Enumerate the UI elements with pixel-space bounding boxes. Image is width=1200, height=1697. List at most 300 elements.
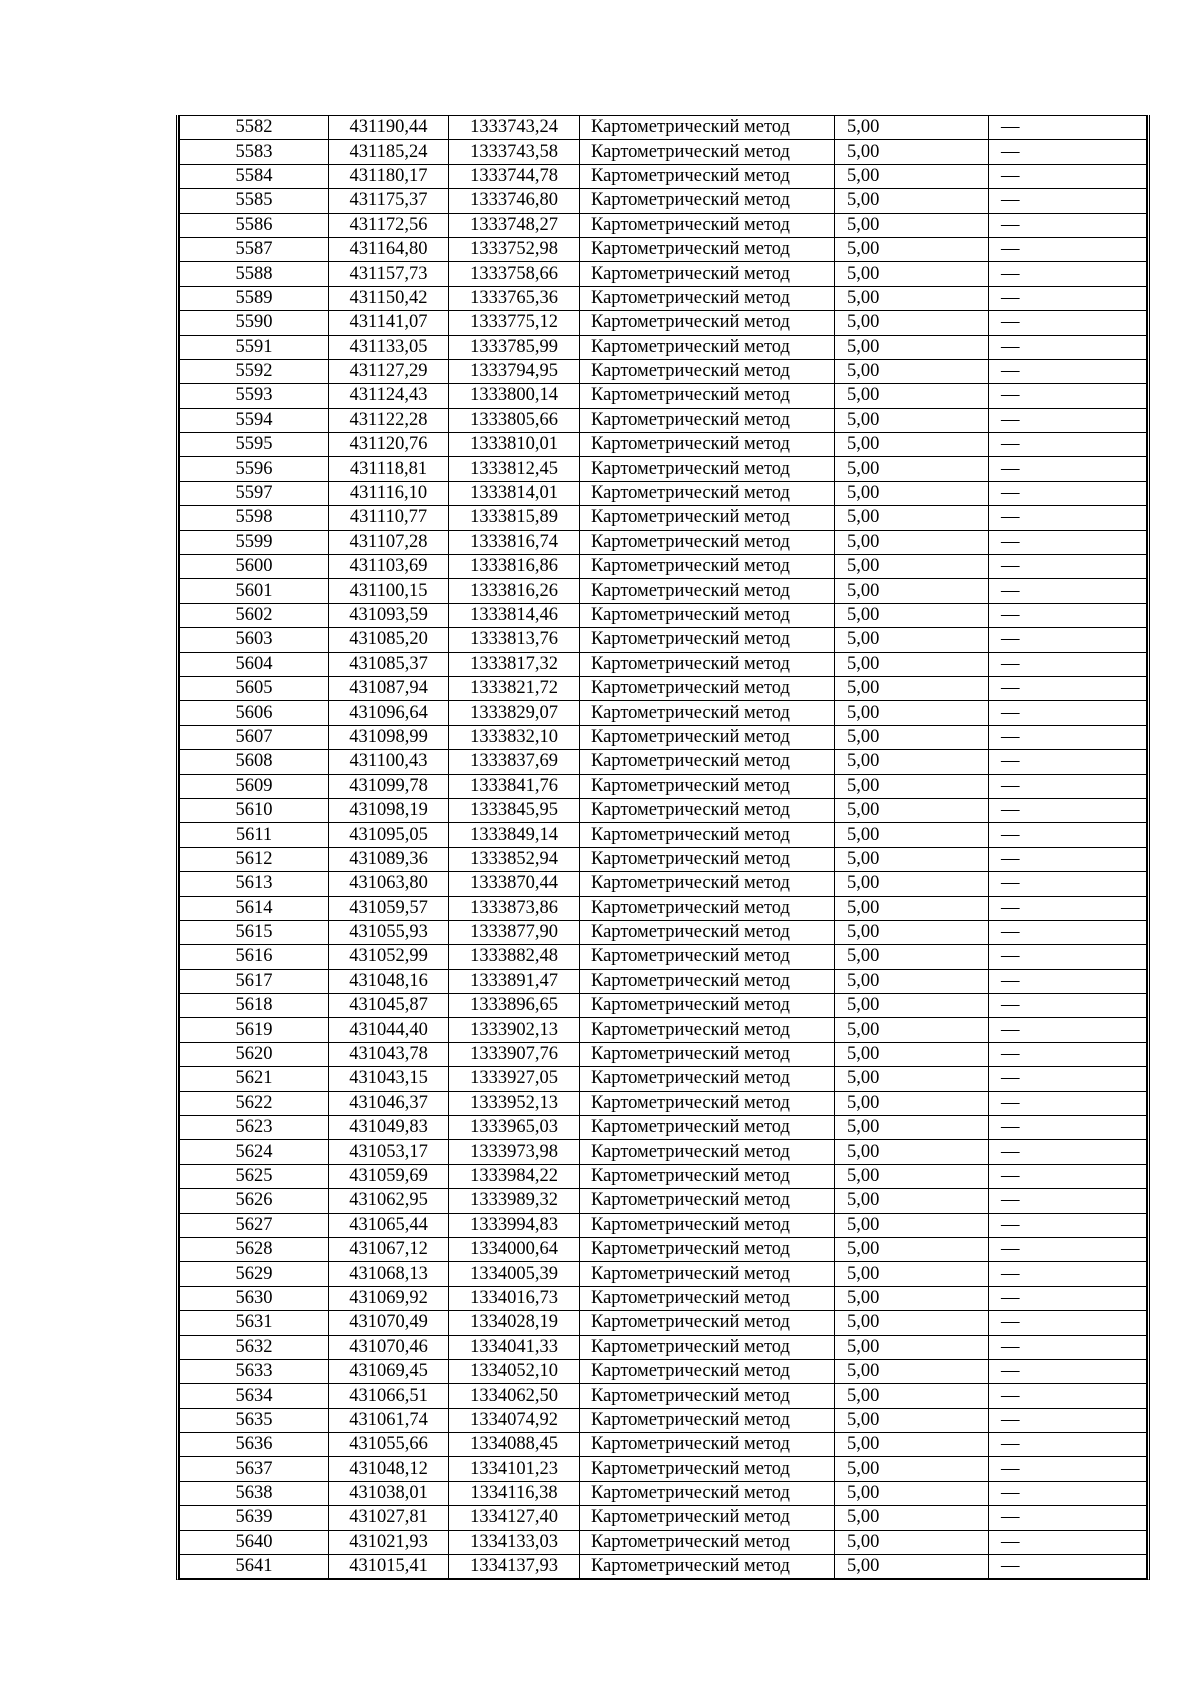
y-coordinate-cell: 1334052,10 — [449, 1359, 580, 1383]
x-coordinate-cell: 431055,66 — [329, 1433, 449, 1457]
table-row — [180, 286, 1147, 310]
accuracy-cell: 5,00 — [835, 1506, 989, 1530]
table-row — [180, 1359, 1147, 1383]
table-row — [180, 628, 1147, 652]
accuracy-cell: 5,00 — [835, 433, 989, 457]
x-coordinate-cell: 431046,37 — [329, 1091, 449, 1115]
table-row — [180, 1506, 1147, 1530]
table-row — [180, 1189, 1147, 1213]
table-row — [180, 1213, 1147, 1237]
x-coordinate-cell: 431066,51 — [329, 1384, 449, 1408]
point-number-cell: 5636 — [180, 1433, 329, 1457]
method-cell: Картометрический метод — [580, 798, 835, 822]
y-coordinate-cell: 1333845,95 — [449, 798, 580, 822]
accuracy-cell: 5,00 — [835, 1262, 989, 1286]
description-cell: — — [989, 1433, 1147, 1457]
y-coordinate-cell: 1333952,13 — [449, 1091, 580, 1115]
method-cell: Картометрический метод — [580, 1189, 835, 1213]
table-row — [180, 969, 1147, 993]
accuracy-cell: 5,00 — [835, 750, 989, 774]
accuracy-cell: 5,00 — [835, 335, 989, 359]
description-cell: — — [989, 945, 1147, 969]
method-cell: Картометрический метод — [580, 262, 835, 286]
x-coordinate-cell: 431015,41 — [329, 1555, 449, 1579]
accuracy-cell: 5,00 — [835, 603, 989, 627]
accuracy-cell: 5,00 — [835, 213, 989, 237]
point-number-cell: 5616 — [180, 945, 329, 969]
x-coordinate-cell: 431059,69 — [329, 1164, 449, 1188]
description-cell: — — [989, 506, 1147, 530]
y-coordinate-cell: 1334074,92 — [449, 1408, 580, 1432]
description-cell: — — [989, 335, 1147, 359]
method-cell: Картометрический метод — [580, 1116, 835, 1140]
table-row — [180, 237, 1147, 261]
x-coordinate-cell: 431055,93 — [329, 920, 449, 944]
description-cell: — — [989, 384, 1147, 408]
method-cell: Картометрический метод — [580, 920, 835, 944]
point-number-cell: 5595 — [180, 433, 329, 457]
x-coordinate-cell: 431021,93 — [329, 1530, 449, 1554]
x-coordinate-cell: 431096,64 — [329, 701, 449, 725]
accuracy-cell: 5,00 — [835, 1408, 989, 1432]
method-cell: Картометрический метод — [580, 1408, 835, 1432]
description-cell: — — [989, 969, 1147, 993]
accuracy-cell: 5,00 — [835, 579, 989, 603]
table-row — [180, 896, 1147, 920]
point-number-cell: 5619 — [180, 1018, 329, 1042]
accuracy-cell: 5,00 — [835, 701, 989, 725]
point-number-cell: 5586 — [180, 213, 329, 237]
method-cell: Картометрический метод — [580, 1286, 835, 1310]
method-cell: Картометрический метод — [580, 116, 835, 140]
method-cell: Картометрический метод — [580, 1384, 835, 1408]
method-cell: Картометрический метод — [580, 408, 835, 432]
method-cell: Картометрический метод — [580, 994, 835, 1018]
point-number-cell: 5627 — [180, 1213, 329, 1237]
table-row — [180, 1018, 1147, 1042]
table-row — [180, 262, 1147, 286]
x-coordinate-cell: 431089,36 — [329, 847, 449, 871]
description-cell: — — [989, 1189, 1147, 1213]
method-cell: Картометрический метод — [580, 1262, 835, 1286]
table-row — [180, 1433, 1147, 1457]
method-cell: Картометрический метод — [580, 311, 835, 335]
description-cell: — — [989, 774, 1147, 798]
description-cell: — — [989, 750, 1147, 774]
x-coordinate-cell: 431027,81 — [329, 1506, 449, 1530]
point-number-cell: 5599 — [180, 530, 329, 554]
x-coordinate-cell: 431100,43 — [329, 750, 449, 774]
description-cell: — — [989, 872, 1147, 896]
description-cell: — — [989, 286, 1147, 310]
table-row — [180, 1140, 1147, 1164]
description-cell: — — [989, 1237, 1147, 1261]
table-row — [180, 872, 1147, 896]
description-cell: — — [989, 1091, 1147, 1115]
point-number-cell: 5601 — [180, 579, 329, 603]
x-coordinate-cell: 431068,13 — [329, 1262, 449, 1286]
coordinates-table-container — [176, 115, 1150, 1580]
y-coordinate-cell: 1333896,65 — [449, 994, 580, 1018]
description-cell: — — [989, 433, 1147, 457]
table-row — [180, 140, 1147, 164]
accuracy-cell: 5,00 — [835, 506, 989, 530]
method-cell: Картометрический метод — [580, 1359, 835, 1383]
point-number-cell: 5617 — [180, 969, 329, 993]
y-coordinate-cell: 1333927,05 — [449, 1067, 580, 1091]
method-cell: Картометрический метод — [580, 1311, 835, 1335]
table-row — [180, 311, 1147, 335]
table-row — [180, 725, 1147, 749]
accuracy-cell: 5,00 — [835, 1433, 989, 1457]
y-coordinate-cell: 1333877,90 — [449, 920, 580, 944]
description-cell: — — [989, 1506, 1147, 1530]
description-cell: — — [989, 994, 1147, 1018]
table-row — [180, 823, 1147, 847]
description-cell: — — [989, 1335, 1147, 1359]
accuracy-cell: 5,00 — [835, 359, 989, 383]
coordinates-table — [179, 115, 1147, 1579]
y-coordinate-cell: 1333814,46 — [449, 603, 580, 627]
method-cell: Картометрический метод — [580, 725, 835, 749]
coordinates-table-body — [180, 116, 1147, 1579]
method-cell: Картометрический метод — [580, 847, 835, 871]
accuracy-cell: 5,00 — [835, 457, 989, 481]
accuracy-cell: 5,00 — [835, 530, 989, 554]
y-coordinate-cell: 1333744,78 — [449, 164, 580, 188]
x-coordinate-cell: 431048,16 — [329, 969, 449, 993]
method-cell: Картометрический метод — [580, 555, 835, 579]
y-coordinate-cell: 1334028,19 — [449, 1311, 580, 1335]
description-cell: — — [989, 408, 1147, 432]
method-cell: Картометрический метод — [580, 872, 835, 896]
point-number-cell: 5611 — [180, 823, 329, 847]
y-coordinate-cell: 1333794,95 — [449, 359, 580, 383]
description-cell: — — [989, 359, 1147, 383]
accuracy-cell: 5,00 — [835, 969, 989, 993]
method-cell: Картометрический метод — [580, 1481, 835, 1505]
table-row — [180, 408, 1147, 432]
description-cell: — — [989, 676, 1147, 700]
y-coordinate-cell: 1333805,66 — [449, 408, 580, 432]
table-row — [180, 164, 1147, 188]
accuracy-cell: 5,00 — [835, 1237, 989, 1261]
accuracy-cell: 5,00 — [835, 945, 989, 969]
description-cell: — — [989, 555, 1147, 579]
accuracy-cell: 5,00 — [835, 1067, 989, 1091]
description-cell: — — [989, 1457, 1147, 1481]
accuracy-cell: 5,00 — [835, 725, 989, 749]
y-coordinate-cell: 1334062,50 — [449, 1384, 580, 1408]
point-number-cell: 5610 — [180, 798, 329, 822]
point-number-cell: 5624 — [180, 1140, 329, 1164]
table-row — [180, 1067, 1147, 1091]
table-row — [180, 603, 1147, 627]
method-cell: Картометрический метод — [580, 1140, 835, 1164]
accuracy-cell: 5,00 — [835, 384, 989, 408]
method-cell: Картометрический метод — [580, 1506, 835, 1530]
point-number-cell: 5594 — [180, 408, 329, 432]
description-cell: — — [989, 1140, 1147, 1164]
x-coordinate-cell: 431172,56 — [329, 213, 449, 237]
y-coordinate-cell: 1333873,86 — [449, 896, 580, 920]
point-number-cell: 5620 — [180, 1042, 329, 1066]
point-number-cell: 5622 — [180, 1091, 329, 1115]
table-row — [180, 481, 1147, 505]
table-row — [180, 1311, 1147, 1335]
y-coordinate-cell: 1334016,73 — [449, 1286, 580, 1310]
description-cell: — — [989, 920, 1147, 944]
table-row — [180, 1335, 1147, 1359]
description-cell: — — [989, 1018, 1147, 1042]
x-coordinate-cell: 431185,24 — [329, 140, 449, 164]
table-row — [180, 506, 1147, 530]
table-row — [180, 798, 1147, 822]
description-cell: — — [989, 1530, 1147, 1554]
method-cell: Картометрический метод — [580, 384, 835, 408]
method-cell: Картометрический метод — [580, 1555, 835, 1579]
x-coordinate-cell: 431048,12 — [329, 1457, 449, 1481]
method-cell: Картометрический метод — [580, 457, 835, 481]
x-coordinate-cell: 431045,87 — [329, 994, 449, 1018]
x-coordinate-cell: 431120,76 — [329, 433, 449, 457]
description-cell: — — [989, 798, 1147, 822]
accuracy-cell: 5,00 — [835, 1018, 989, 1042]
y-coordinate-cell: 1333816,86 — [449, 555, 580, 579]
y-coordinate-cell: 1333907,76 — [449, 1042, 580, 1066]
x-coordinate-cell: 431157,73 — [329, 262, 449, 286]
table-row — [180, 1164, 1147, 1188]
y-coordinate-cell: 1334005,39 — [449, 1262, 580, 1286]
point-number-cell: 5591 — [180, 335, 329, 359]
x-coordinate-cell: 431180,17 — [329, 164, 449, 188]
x-coordinate-cell: 431052,99 — [329, 945, 449, 969]
point-number-cell: 5596 — [180, 457, 329, 481]
method-cell: Картометрический метод — [580, 1164, 835, 1188]
table-row — [180, 1091, 1147, 1115]
x-coordinate-cell: 431043,15 — [329, 1067, 449, 1091]
description-cell: — — [989, 262, 1147, 286]
description-cell: — — [989, 652, 1147, 676]
x-coordinate-cell: 431049,83 — [329, 1116, 449, 1140]
method-cell: Картометрический метод — [580, 1237, 835, 1261]
method-cell: Картометрический метод — [580, 945, 835, 969]
point-number-cell: 5641 — [180, 1555, 329, 1579]
y-coordinate-cell: 1333752,98 — [449, 237, 580, 261]
x-coordinate-cell: 431044,40 — [329, 1018, 449, 1042]
accuracy-cell: 5,00 — [835, 872, 989, 896]
point-number-cell: 5625 — [180, 1164, 329, 1188]
point-number-cell: 5628 — [180, 1237, 329, 1261]
method-cell: Картометрический метод — [580, 579, 835, 603]
description-cell: — — [989, 1116, 1147, 1140]
point-number-cell: 5621 — [180, 1067, 329, 1091]
point-number-cell: 5584 — [180, 164, 329, 188]
x-coordinate-cell: 431190,44 — [329, 116, 449, 140]
point-number-cell: 5631 — [180, 1311, 329, 1335]
point-number-cell: 5632 — [180, 1335, 329, 1359]
x-coordinate-cell: 431059,57 — [329, 896, 449, 920]
table-row — [180, 335, 1147, 359]
description-cell: — — [989, 701, 1147, 725]
accuracy-cell: 5,00 — [835, 286, 989, 310]
table-row — [180, 555, 1147, 579]
accuracy-cell: 5,00 — [835, 481, 989, 505]
method-cell: Картометрический метод — [580, 969, 835, 993]
point-number-cell: 5583 — [180, 140, 329, 164]
table-row — [180, 945, 1147, 969]
accuracy-cell: 5,00 — [835, 1286, 989, 1310]
description-cell: — — [989, 1555, 1147, 1579]
y-coordinate-cell: 1334101,23 — [449, 1457, 580, 1481]
description-cell: — — [989, 457, 1147, 481]
point-number-cell: 5612 — [180, 847, 329, 871]
y-coordinate-cell: 1333841,76 — [449, 774, 580, 798]
point-number-cell: 5634 — [180, 1384, 329, 1408]
point-number-cell: 5589 — [180, 286, 329, 310]
x-coordinate-cell: 431098,99 — [329, 725, 449, 749]
method-cell: Картометрический метод — [580, 750, 835, 774]
x-coordinate-cell: 431069,92 — [329, 1286, 449, 1310]
table-row — [180, 457, 1147, 481]
y-coordinate-cell: 1333994,83 — [449, 1213, 580, 1237]
y-coordinate-cell: 1334000,64 — [449, 1237, 580, 1261]
x-coordinate-cell: 431063,80 — [329, 872, 449, 896]
description-cell: — — [989, 189, 1147, 213]
x-coordinate-cell: 431053,17 — [329, 1140, 449, 1164]
y-coordinate-cell: 1334041,33 — [449, 1335, 580, 1359]
point-number-cell: 5590 — [180, 311, 329, 335]
method-cell: Картометрический метод — [580, 189, 835, 213]
y-coordinate-cell: 1333989,32 — [449, 1189, 580, 1213]
point-number-cell: 5608 — [180, 750, 329, 774]
x-coordinate-cell: 431038,01 — [329, 1481, 449, 1505]
description-cell: — — [989, 1481, 1147, 1505]
x-coordinate-cell: 431093,59 — [329, 603, 449, 627]
point-number-cell: 5606 — [180, 701, 329, 725]
y-coordinate-cell: 1333973,98 — [449, 1140, 580, 1164]
method-cell: Картометрический метод — [580, 433, 835, 457]
accuracy-cell: 5,00 — [835, 920, 989, 944]
method-cell: Картометрический метод — [580, 1091, 835, 1115]
table-row — [180, 1457, 1147, 1481]
description-cell: — — [989, 823, 1147, 847]
description-cell: — — [989, 1213, 1147, 1237]
y-coordinate-cell: 1333829,07 — [449, 701, 580, 725]
y-coordinate-cell: 1334116,38 — [449, 1481, 580, 1505]
table-row — [180, 116, 1147, 140]
description-cell: — — [989, 1408, 1147, 1432]
description-cell: — — [989, 1311, 1147, 1335]
x-coordinate-cell: 431085,37 — [329, 652, 449, 676]
accuracy-cell: 5,00 — [835, 311, 989, 335]
method-cell: Картометрический метод — [580, 1042, 835, 1066]
x-coordinate-cell: 431065,44 — [329, 1213, 449, 1237]
y-coordinate-cell: 1333849,14 — [449, 823, 580, 847]
x-coordinate-cell: 431062,95 — [329, 1189, 449, 1213]
y-coordinate-cell: 1334133,03 — [449, 1530, 580, 1554]
accuracy-cell: 5,00 — [835, 1555, 989, 1579]
x-coordinate-cell: 431043,78 — [329, 1042, 449, 1066]
accuracy-cell: 5,00 — [835, 1213, 989, 1237]
accuracy-cell: 5,00 — [835, 164, 989, 188]
y-coordinate-cell: 1333800,14 — [449, 384, 580, 408]
accuracy-cell: 5,00 — [835, 1530, 989, 1554]
y-coordinate-cell: 1333902,13 — [449, 1018, 580, 1042]
description-cell: — — [989, 725, 1147, 749]
x-coordinate-cell: 431095,05 — [329, 823, 449, 847]
method-cell: Картометрический метод — [580, 652, 835, 676]
method-cell: Картометрический метод — [580, 676, 835, 700]
description-cell: — — [989, 579, 1147, 603]
accuracy-cell: 5,00 — [835, 1359, 989, 1383]
accuracy-cell: 5,00 — [835, 823, 989, 847]
y-coordinate-cell: 1333870,44 — [449, 872, 580, 896]
method-cell: Картометрический метод — [580, 213, 835, 237]
point-number-cell: 5585 — [180, 189, 329, 213]
accuracy-cell: 5,00 — [835, 1091, 989, 1115]
y-coordinate-cell: 1333743,24 — [449, 116, 580, 140]
description-cell: — — [989, 116, 1147, 140]
point-number-cell: 5588 — [180, 262, 329, 286]
y-coordinate-cell: 1333837,69 — [449, 750, 580, 774]
table-row — [180, 1237, 1147, 1261]
y-coordinate-cell: 1333832,10 — [449, 725, 580, 749]
x-coordinate-cell: 431085,20 — [329, 628, 449, 652]
y-coordinate-cell: 1333816,74 — [449, 530, 580, 554]
method-cell: Картометрический метод — [580, 481, 835, 505]
x-coordinate-cell: 431061,74 — [329, 1408, 449, 1432]
description-cell: — — [989, 1067, 1147, 1091]
x-coordinate-cell: 431118,81 — [329, 457, 449, 481]
y-coordinate-cell: 1333746,80 — [449, 189, 580, 213]
method-cell: Картометрический метод — [580, 1335, 835, 1359]
description-cell: — — [989, 847, 1147, 871]
accuracy-cell: 5,00 — [835, 237, 989, 261]
accuracy-cell: 5,00 — [835, 774, 989, 798]
table-row — [180, 1481, 1147, 1505]
point-number-cell: 5615 — [180, 920, 329, 944]
accuracy-cell: 5,00 — [835, 994, 989, 1018]
accuracy-cell: 5,00 — [835, 140, 989, 164]
method-cell: Картометрический метод — [580, 506, 835, 530]
x-coordinate-cell: 431150,42 — [329, 286, 449, 310]
accuracy-cell: 5,00 — [835, 1164, 989, 1188]
y-coordinate-cell: 1333815,89 — [449, 506, 580, 530]
point-number-cell: 5614 — [180, 896, 329, 920]
description-cell: — — [989, 1359, 1147, 1383]
description-cell: — — [989, 530, 1147, 554]
table-row — [180, 1262, 1147, 1286]
y-coordinate-cell: 1333984,22 — [449, 1164, 580, 1188]
table-row — [180, 213, 1147, 237]
table-row — [180, 676, 1147, 700]
accuracy-cell: 5,00 — [835, 798, 989, 822]
point-number-cell: 5623 — [180, 1116, 329, 1140]
method-cell: Картометрический метод — [580, 823, 835, 847]
description-cell: — — [989, 1286, 1147, 1310]
table-row — [180, 750, 1147, 774]
method-cell: Картометрический метод — [580, 1067, 835, 1091]
table-row — [180, 579, 1147, 603]
table-row — [180, 701, 1147, 725]
y-coordinate-cell: 1333882,48 — [449, 945, 580, 969]
method-cell: Картометрический метод — [580, 1018, 835, 1042]
description-cell: — — [989, 164, 1147, 188]
method-cell: Картометрический метод — [580, 1213, 835, 1237]
y-coordinate-cell: 1333785,99 — [449, 335, 580, 359]
y-coordinate-cell: 1333816,26 — [449, 579, 580, 603]
